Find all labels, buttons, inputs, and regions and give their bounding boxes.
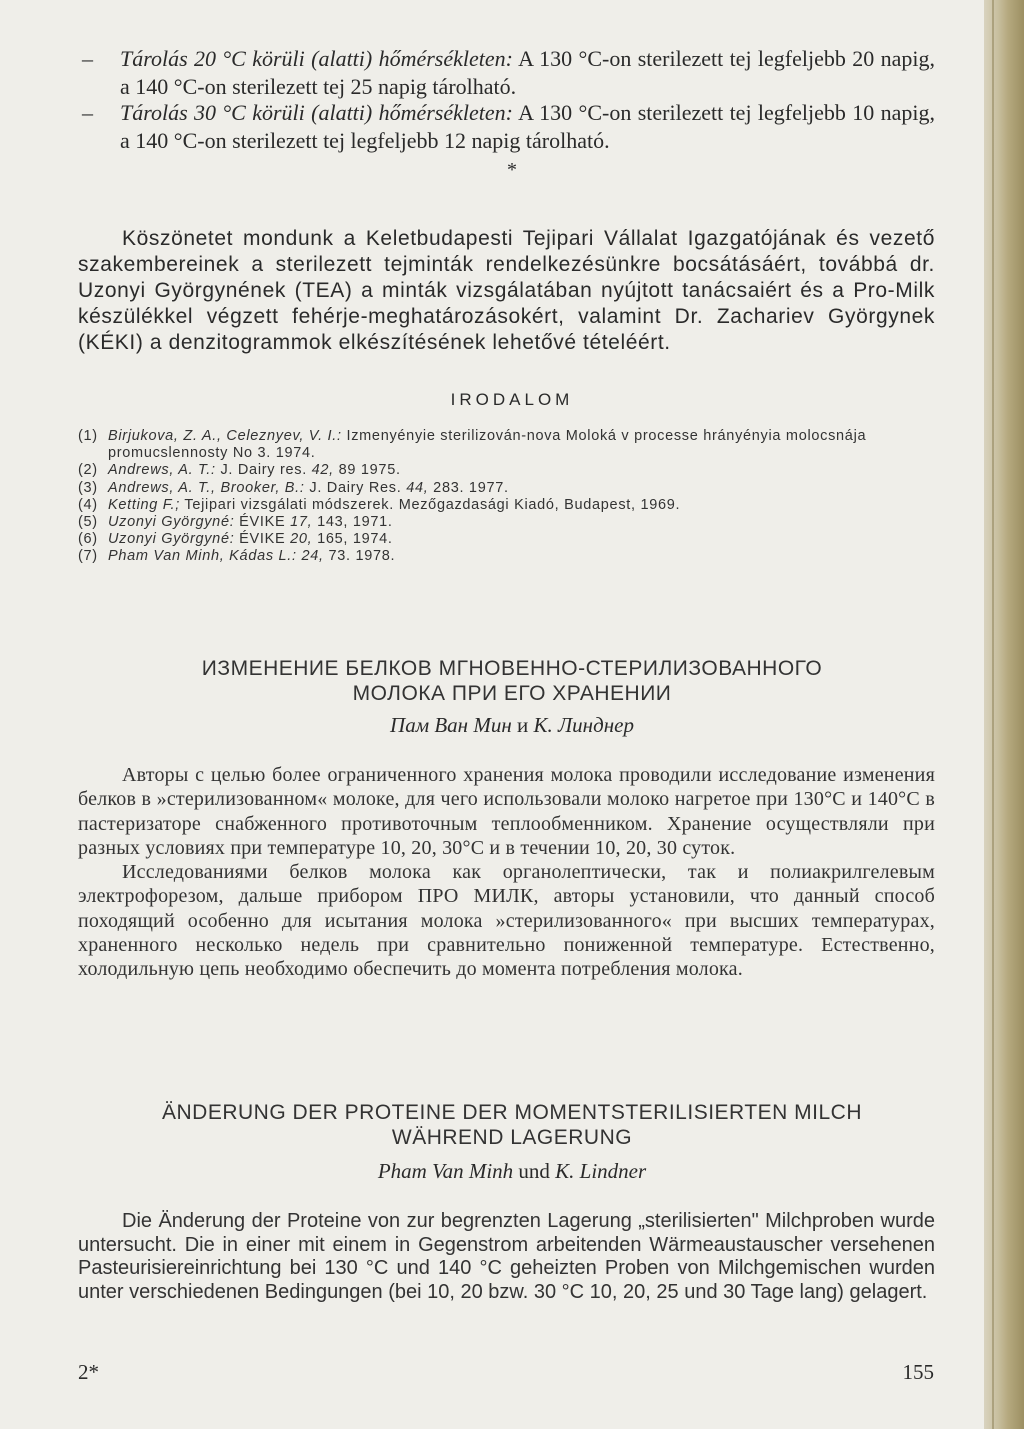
storage-item-20	[82, 45, 935, 101]
storage-text: A 130 °C-on sterilezett tej legfeljebb 10 napig, a 140 °C-on sterilezett tej legfeljebb 12 napig tárolható.	[120, 100, 935, 153]
reference-item: (6) Uzonyi Györgyné: ÉVIKE 20, 165, 1974.	[78, 531, 393, 548]
german-authors: Pham Van Minh und K. Lindner	[377, 1159, 647, 1183]
german-paragraph: Die Änderung der Proteine von zur begrenzten Lagerung „sterilisierten" Milchproben wurde untersucht. Die in einer mit einem in Gegenstrom arbeitenden Wärmeaustauscher versehenen Pasteurisiereinrichtung bei 130 °C und 140 °C geheizten Proben von Milchgemischen wurden unter verschiedenen Bedingungen (bei 10, 20 bzw. 30 °C 10, 20, 25 und 30 Tage lang) gelagert.	[78, 1210, 935, 1303]
reference-list	[78, 428, 935, 566]
storage-item-30	[82, 99, 935, 155]
reference-item: (7) Pham Van Minh, Kádas L.: 24, 73. 1978.	[78, 548, 396, 565]
german-abstract	[78, 1210, 935, 1304]
dash-marker: –	[82, 100, 93, 125]
signature-mark: 2*	[78, 1360, 99, 1384]
russian-authors: Пам Ван Мин и К. Линднер	[390, 713, 634, 737]
section-separator: *	[507, 159, 517, 181]
reference-item: (1) Birjukova, Z. A., Celeznyev, V. I.: Izmenyényie sterilizován-nova Moloká v processe hrányényia molocsnája promucslennosty No 3. 1974.	[78, 428, 867, 462]
literature-heading: IRODALOM	[450, 390, 574, 409]
storage-label: Tárolás 30 °C körüli (alatti) hőmérsékleten:	[120, 100, 513, 125]
russian-title: ИЗМЕНЕНИЕ БЕЛКОВ МГНОВЕННО-СТЕРИЛИЗОВАННОГО МОЛОКА ПРИ ЕГО ХРАНЕНИИ	[201, 657, 823, 705]
page-number: 155	[902, 1360, 934, 1384]
dash-marker: –	[82, 46, 93, 71]
reference-item: (4) Ketting F.; Tejipari vizsgálati módszerek. Mezőgazdasági Kiadó, Budapest, 1969.	[78, 496, 681, 513]
reference-item: (3) Andrews, A. T., Brooker, B.: J. Dairy Res. 44, 283. 1977.	[78, 479, 509, 496]
reference-item: (2) Andrews, A. T.: J. Dairy res. 42, 89 1975.	[78, 462, 401, 479]
acknowledgement-paragraph	[78, 200, 935, 356]
german-title: ÄNDERUNG DER PROTEINE DER MOMENTSTERILISIERTEN MILCH WÄHREND LAGERUNG	[161, 1101, 863, 1149]
storage-label: Tárolás 20 °C körüli (alatti) hőmérsékleten:	[120, 46, 513, 71]
russian-abstract	[78, 763, 935, 982]
storage-text: A 130 °C-on sterilezett tej legfeljebb 20 napig, a 140 °C-on sterilezett tej 25 napig tárolható.	[120, 46, 935, 99]
acknowledgement-text: Köszönetet mondunk a Keletbudapesti Tejipari Vállalat Igazgatójának és vezető szakembereinek a sterilezett tejminták rendelkezésünkre bocsátásáért, továbbá dr. Uzonyi Györgynének (TEA) a minták vizsgálatában nyújtott tanácsaiért és a Pro-Milk készülékkel végzett fehérje-meghatározásokért, valamint Dr. Zachariev Györgynek (KÉKI) a denzitogrammok elkészítésének lehetővé tételéért.	[78, 227, 935, 354]
reference-item: (5) Uzonyi Györgyné: ÉVIKE 17, 143, 1971.	[78, 514, 393, 531]
russian-paragraph: Исследованиями белков молока как органолептически, так и полиакрилгелевым электрофорезом, дальше прибором ПРО МИЛК, авторы установили, что данный способ походящий особенно для исытания молока »стерилизованного« при высших температурах, храненного несколько недель при сравнительно пониженной температуре. Естественно, холодильную цепь необходимо обеспечить до момента потребления молока.	[78, 861, 935, 981]
russian-paragraph: Авторы с целью более ограниченного хранения молока проводили исследование изменения белков в »стерилизованном« молоке, для чего использовали молоко нагретое при 130°С и 140°С в пастеризаторе снабженного противоточным теплообменником. Хранение осуществляли при разных условиях при температуре 10, 20, 30°С и в течении 10, 20, 30 суток.	[78, 764, 935, 859]
